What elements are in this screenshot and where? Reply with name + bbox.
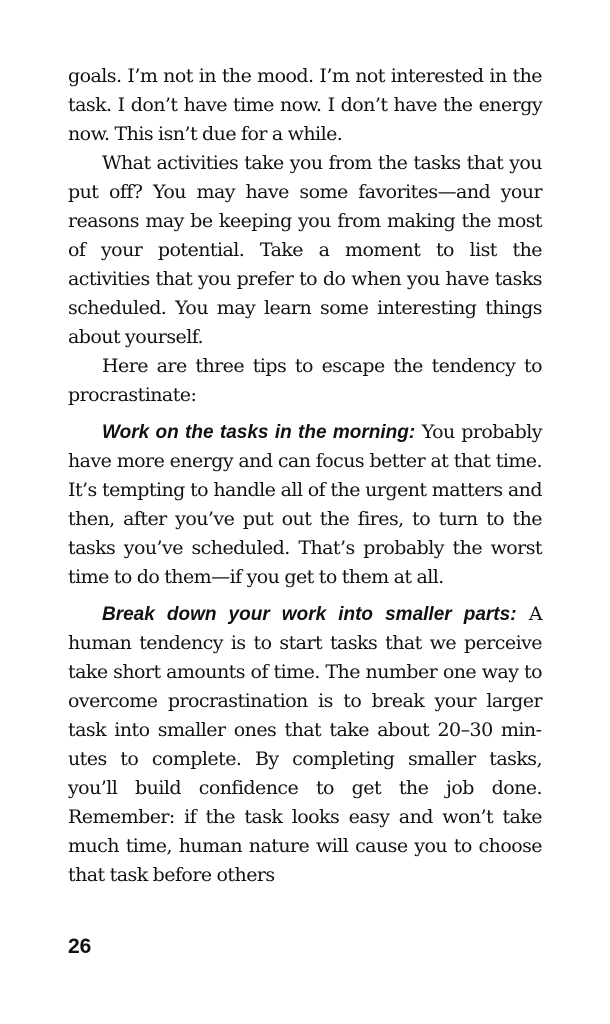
tip-morning <box>68 418 542 592</box>
paragraph-tips-intro: Here are three tips to escape the tendency to procrastinate: <box>68 355 542 406</box>
tip-smaller-parts-heading: Break down your work into smaller parts: <box>102 604 517 625</box>
paragraph-activities: What activities take you from the tasks that you put off? You may have some favorites—and your reasons may be keeping you from making the most of your potential. Take a moment to list the activities that you prefer to do when you have tasks scheduled. You may learn some interesting things about yourself. <box>68 152 542 348</box>
tip-morning-heading: Work on the tasks in the morning: <box>102 422 416 443</box>
paragraph-continuation: goals. I’m not in the mood. I’m not interested in the task. I don’t have time now. I don’t have the energy now. This isn’t due for a while. <box>68 65 542 145</box>
tip-smaller-parts-body: A human tendency is to start tasks that we perceive take short amounts of time. The number one way to overcome procrastination is to break your larger task into smaller ones that take about 20–30 minutes to complete. By completing smaller tasks, you’ll build confidence to get the job done. Remember: if the task looks easy and won’t take much time, human nature will cause you to choose that task before others <box>68 603 542 886</box>
page-body <box>68 62 542 890</box>
tip-smaller-parts <box>68 600 542 890</box>
page-number: 26 <box>68 935 92 958</box>
tip-morning-body: You probably have more energy and can focus better at that time. It’s tempting to handle all of the urgent matters and then, after you’ve put out the fires, to turn to the tasks you’ve scheduled. That’s probably the worst time to do them—if you get to them at all. <box>68 421 542 588</box>
